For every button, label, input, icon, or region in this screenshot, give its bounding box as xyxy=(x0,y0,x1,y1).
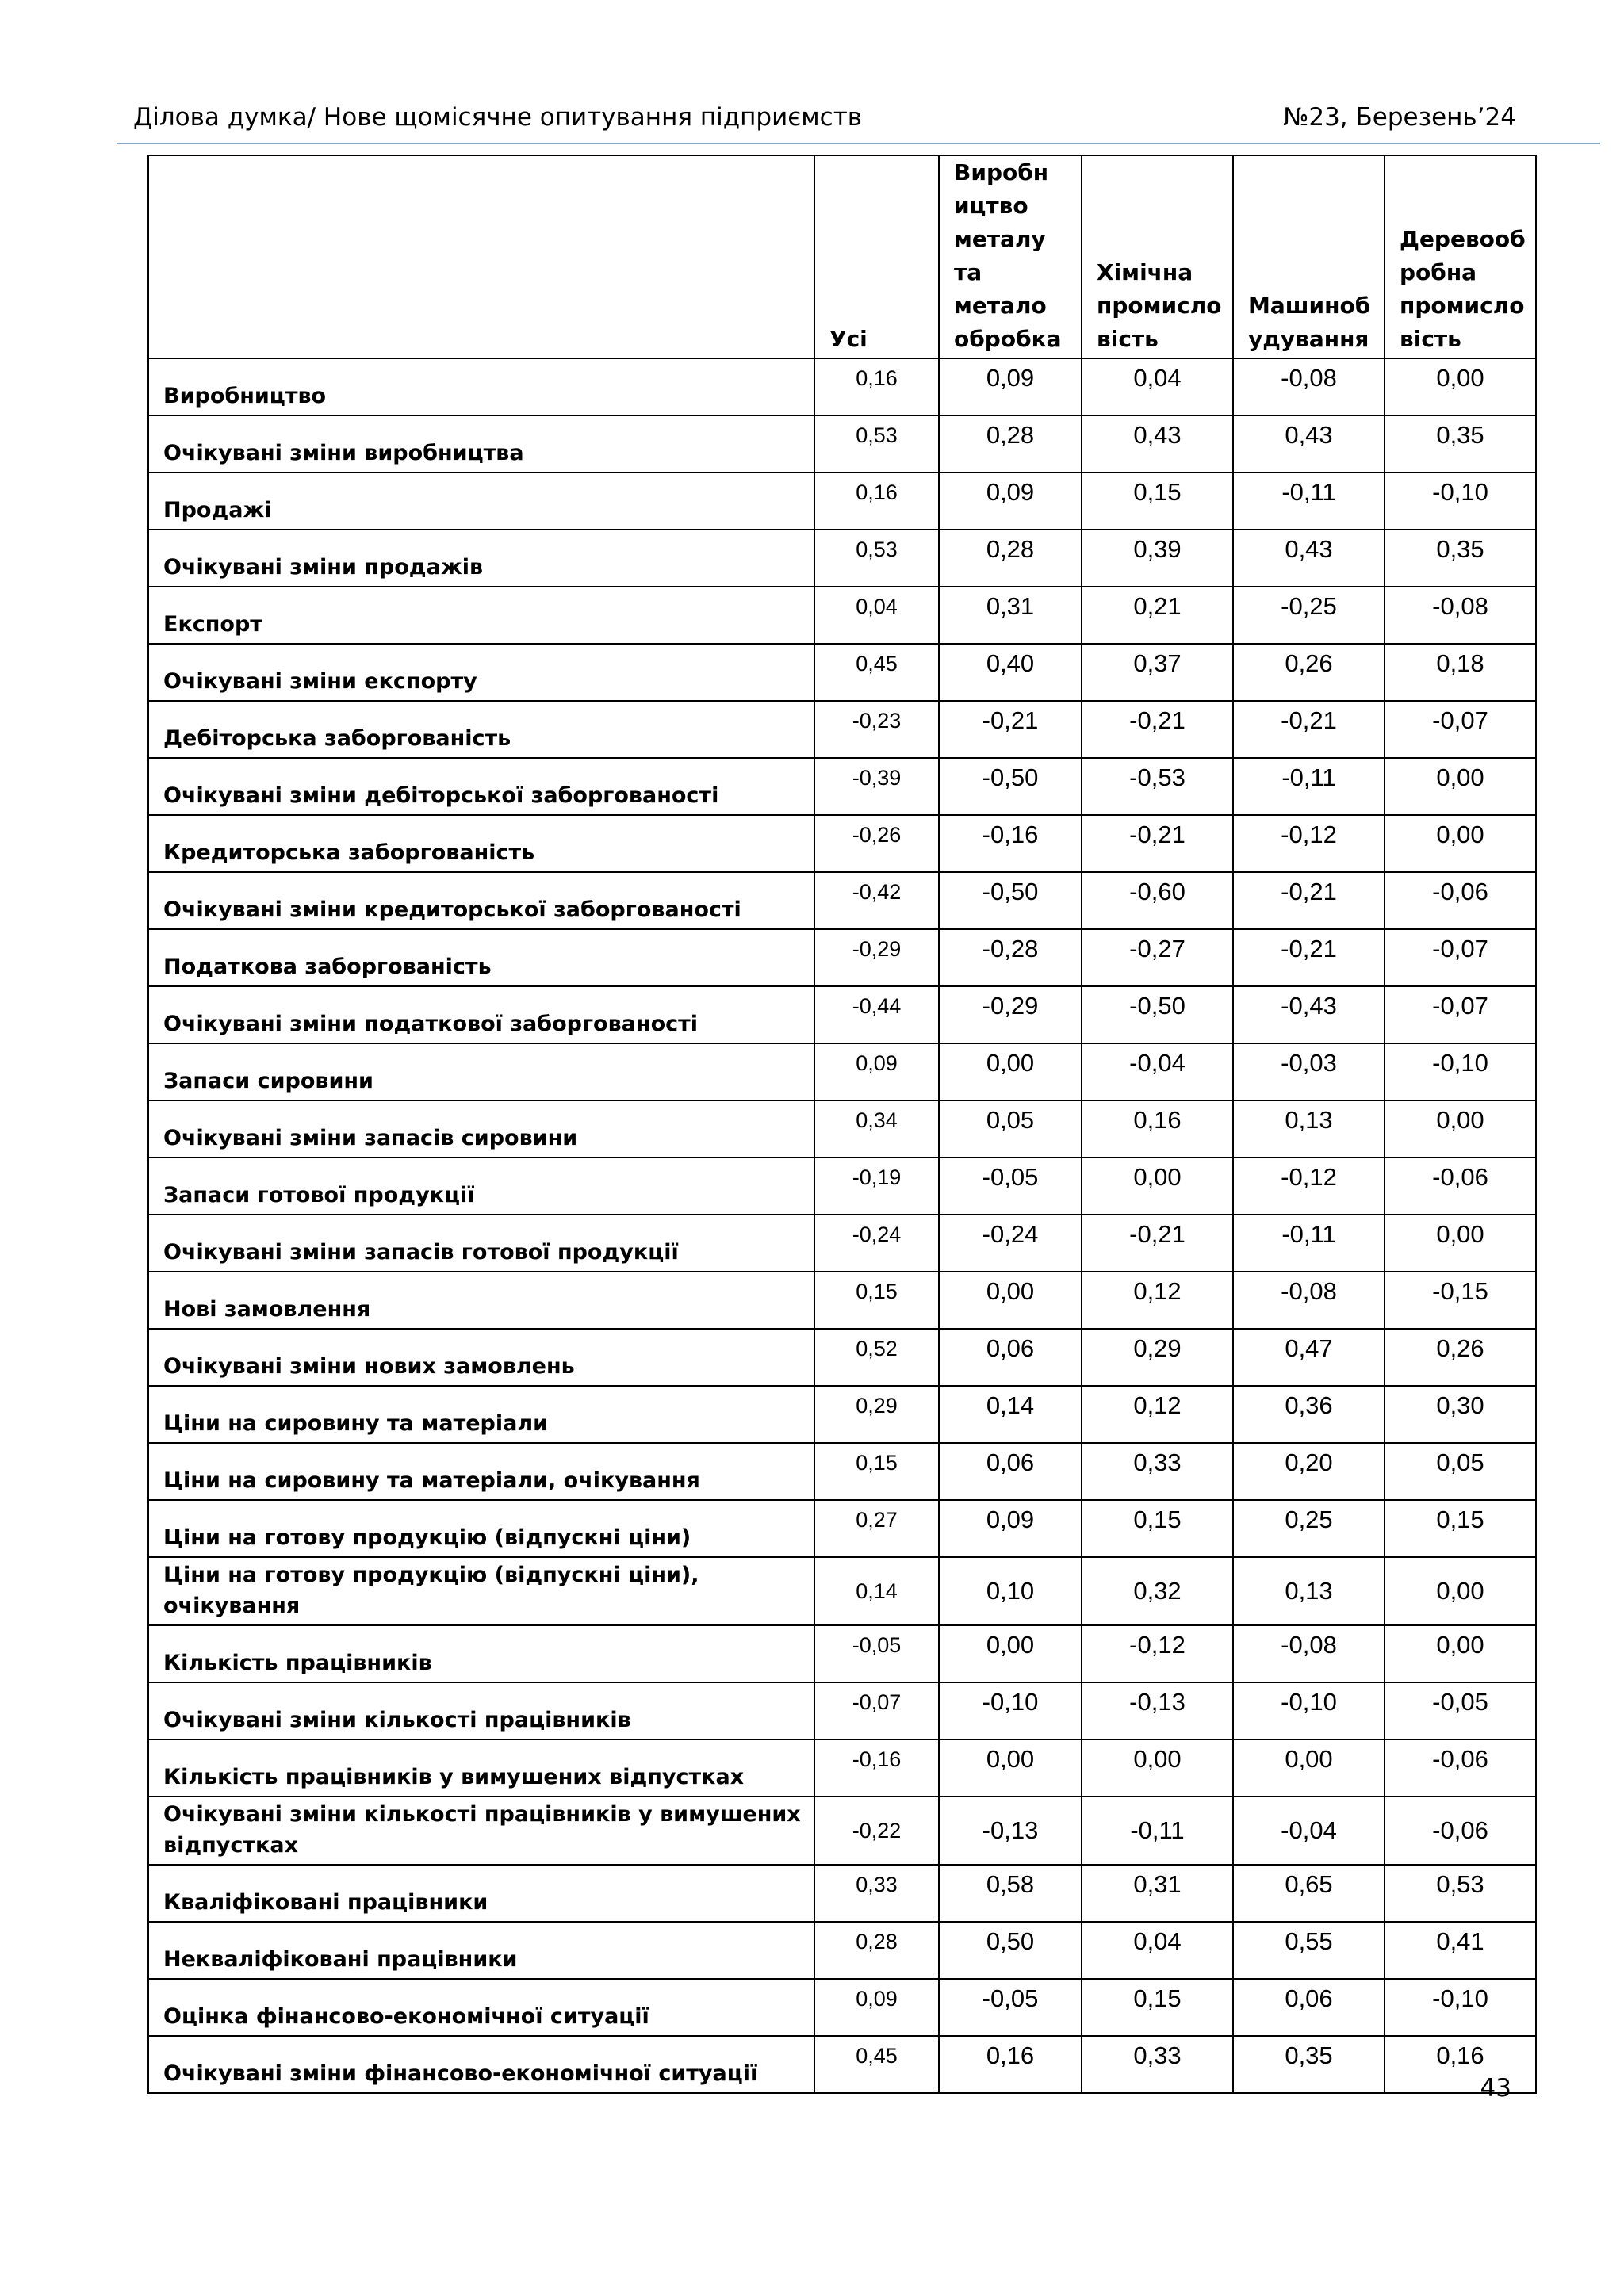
value-cell: 0,33 xyxy=(1082,2036,1233,2093)
value-cell: -0,43 xyxy=(1233,986,1385,1043)
survey-table xyxy=(147,155,1537,2094)
value-cell: 0,10 xyxy=(939,1557,1082,1625)
row-label: Виробництво xyxy=(148,358,814,415)
value-cell: -0,08 xyxy=(1233,358,1385,415)
row-label: Очікувані зміни запасів готової продукції xyxy=(148,1215,814,1272)
table-row xyxy=(148,1500,1536,1557)
row-label: Кредиторська заборгованість xyxy=(148,815,814,872)
value-cell: 0,15 xyxy=(1082,1979,1233,2036)
value-cell: -0,50 xyxy=(939,872,1082,929)
table-row xyxy=(148,1922,1536,1979)
value-cell: -0,13 xyxy=(939,1797,1082,1865)
value-cell: 0,00 xyxy=(1082,1739,1233,1797)
value-cell: -0,21 xyxy=(1233,701,1385,758)
value-cell: 0,15 xyxy=(1082,473,1233,530)
value-cell: -0,21 xyxy=(1082,815,1233,872)
column-header-metal: Виробн ицтво металу та метало обробка xyxy=(939,155,1082,358)
value-cell: 0,00 xyxy=(1385,815,1536,872)
table-row xyxy=(148,1443,1536,1500)
value-cell: -0,12 xyxy=(1233,1158,1385,1215)
value-cell: 0,06 xyxy=(939,1329,1082,1386)
value-cell: 0,15 xyxy=(814,1443,939,1500)
value-cell: -0,04 xyxy=(1082,1043,1233,1100)
value-cell: 0,04 xyxy=(814,587,939,644)
table-row xyxy=(148,1158,1536,1215)
column-header-wood: Деревооб робна промисло вість xyxy=(1385,155,1536,358)
table-row xyxy=(148,1329,1536,1386)
value-cell: 0,39 xyxy=(1082,530,1233,587)
value-cell: 0,43 xyxy=(1233,530,1385,587)
value-cell: -0,10 xyxy=(1233,1682,1385,1739)
value-cell: 0,16 xyxy=(814,473,939,530)
value-cell: 0,26 xyxy=(1385,1329,1536,1386)
value-cell: -0,19 xyxy=(814,1158,939,1215)
value-cell: 0,36 xyxy=(1233,1386,1385,1443)
value-cell: 0,00 xyxy=(939,1272,1082,1329)
table-row xyxy=(148,587,1536,644)
table-row xyxy=(148,1386,1536,1443)
value-cell: -0,16 xyxy=(939,815,1082,872)
value-cell: -0,06 xyxy=(1385,1739,1536,1797)
value-cell: -0,10 xyxy=(1385,473,1536,530)
value-cell: -0,08 xyxy=(1233,1625,1385,1682)
value-cell: 0,13 xyxy=(1233,1557,1385,1625)
value-cell: -0,22 xyxy=(814,1797,939,1865)
value-cell: -0,12 xyxy=(1233,815,1385,872)
value-cell: 0,09 xyxy=(939,1500,1082,1557)
row-label: Очікувані зміни виробництва xyxy=(148,415,814,473)
value-cell: 0,06 xyxy=(1233,1979,1385,2036)
value-cell: -0,05 xyxy=(814,1625,939,1682)
value-cell: -0,50 xyxy=(1082,986,1233,1043)
value-cell: 0,04 xyxy=(1082,1922,1233,1979)
value-cell: -0,13 xyxy=(1082,1682,1233,1739)
value-cell: -0,07 xyxy=(1385,701,1536,758)
row-label: Кількість працівників xyxy=(148,1625,814,1682)
column-header-indicator xyxy=(148,155,814,358)
value-cell: -0,08 xyxy=(1385,587,1536,644)
table-row xyxy=(148,473,1536,530)
column-header-chemical: Хімічна промисло вість xyxy=(1082,155,1233,358)
value-cell: -0,27 xyxy=(1082,929,1233,986)
value-cell: 0,21 xyxy=(1082,587,1233,644)
value-cell: -0,11 xyxy=(1233,1215,1385,1272)
table-row xyxy=(148,1797,1536,1865)
value-cell: 0,35 xyxy=(1233,2036,1385,2093)
value-cell: 0,00 xyxy=(1385,1100,1536,1158)
value-cell: 0,55 xyxy=(1233,1922,1385,1979)
value-cell: 0,00 xyxy=(1385,758,1536,815)
value-cell: -0,11 xyxy=(1233,758,1385,815)
value-cell: 0,41 xyxy=(1385,1922,1536,1979)
value-cell: -0,06 xyxy=(1385,872,1536,929)
row-label: Некваліфіковані працівники xyxy=(148,1922,814,1979)
value-cell: -0,29 xyxy=(814,929,939,986)
value-cell: 0,45 xyxy=(814,2036,939,2093)
value-cell: 0,28 xyxy=(814,1922,939,1979)
value-cell: 0,15 xyxy=(814,1272,939,1329)
table-row xyxy=(148,1557,1536,1625)
value-cell: 0,33 xyxy=(1082,1443,1233,1500)
value-cell: 0,20 xyxy=(1233,1443,1385,1500)
row-label: Запаси сировини xyxy=(148,1043,814,1100)
value-cell: -0,53 xyxy=(1082,758,1233,815)
row-label: Очікувані зміни кількості працівників у вимушених відпустках xyxy=(148,1797,814,1865)
value-cell: 0,00 xyxy=(939,1625,1082,1682)
table-row xyxy=(148,1739,1536,1797)
row-label: Оцінка фінансово-економічної ситуації xyxy=(148,1979,814,2036)
value-cell: 0,00 xyxy=(939,1739,1082,1797)
value-cell: -0,07 xyxy=(814,1682,939,1739)
row-label: Очікувані зміни дебіторської заборгованості xyxy=(148,758,814,815)
row-label: Кваліфіковані працівники xyxy=(148,1865,814,1922)
value-cell: -0,44 xyxy=(814,986,939,1043)
table-row xyxy=(148,929,1536,986)
value-cell: -0,16 xyxy=(814,1739,939,1797)
row-label: Ціни на сировину та матеріали, очікування xyxy=(148,1443,814,1500)
value-cell: 0,58 xyxy=(939,1865,1082,1922)
row-label: Очікувані зміни кредиторської заборгованості xyxy=(148,872,814,929)
value-cell: -0,28 xyxy=(939,929,1082,986)
table-row xyxy=(148,1043,1536,1100)
value-cell: 0,35 xyxy=(1385,415,1536,473)
row-label: Ціни на готову продукцію (відпускні ціни) xyxy=(148,1500,814,1557)
table-row xyxy=(148,1215,1536,1272)
table-row xyxy=(148,1272,1536,1329)
table-row xyxy=(148,2036,1536,2093)
value-cell: -0,50 xyxy=(939,758,1082,815)
table-row xyxy=(148,758,1536,815)
row-label: Ціни на сировину та матеріали xyxy=(148,1386,814,1443)
value-cell: 0,33 xyxy=(814,1865,939,1922)
value-cell: -0,24 xyxy=(814,1215,939,1272)
value-cell: -0,42 xyxy=(814,872,939,929)
row-label: Експорт xyxy=(148,587,814,644)
report-title: Ділова думка/ Нове щомісячне опитування підприємств xyxy=(133,103,863,132)
value-cell: 0,15 xyxy=(1082,1500,1233,1557)
value-cell: -0,11 xyxy=(1082,1797,1233,1865)
value-cell: -0,15 xyxy=(1385,1272,1536,1329)
value-cell: -0,04 xyxy=(1233,1797,1385,1865)
value-cell: 0,53 xyxy=(814,530,939,587)
value-cell: -0,07 xyxy=(1385,986,1536,1043)
value-cell: 0,65 xyxy=(1233,1865,1385,1922)
value-cell: 0,09 xyxy=(814,1043,939,1100)
table-row xyxy=(148,1100,1536,1158)
value-cell: -0,10 xyxy=(1385,1979,1536,2036)
value-cell: 0,16 xyxy=(1385,2036,1536,2093)
value-cell: -0,21 xyxy=(939,701,1082,758)
table-body xyxy=(148,358,1536,2093)
value-cell: -0,25 xyxy=(1233,587,1385,644)
value-cell: 0,31 xyxy=(939,587,1082,644)
value-cell: 0,05 xyxy=(939,1100,1082,1158)
value-cell: 0,52 xyxy=(814,1329,939,1386)
row-label: Дебіторська заборгованість xyxy=(148,701,814,758)
value-cell: 0,00 xyxy=(939,1043,1082,1100)
row-label: Очікувані зміни податкової заборгованості xyxy=(148,986,814,1043)
table-row xyxy=(148,986,1536,1043)
table-row xyxy=(148,358,1536,415)
value-cell: 0,12 xyxy=(1082,1272,1233,1329)
row-label: Очікувані зміни фінансово-економічної ситуації xyxy=(148,2036,814,2093)
value-cell: 0,14 xyxy=(814,1557,939,1625)
value-cell: 0,29 xyxy=(814,1386,939,1443)
value-cell: -0,06 xyxy=(1385,1158,1536,1215)
issue-label: №23, Березень’24 xyxy=(1283,103,1516,132)
table-row xyxy=(148,815,1536,872)
row-label: Запаси готової продукції xyxy=(148,1158,814,1215)
row-label: Очікувані зміни кількості працівників xyxy=(148,1682,814,1739)
value-cell: 0,43 xyxy=(1233,415,1385,473)
value-cell: -0,21 xyxy=(1233,872,1385,929)
value-cell: 0,18 xyxy=(1385,644,1536,701)
row-label: Очікувані зміни експорту xyxy=(148,644,814,701)
value-cell: 0,12 xyxy=(1082,1386,1233,1443)
value-cell: 0,37 xyxy=(1082,644,1233,701)
value-cell: -0,21 xyxy=(1082,1215,1233,1272)
value-cell: 0,00 xyxy=(1385,1215,1536,1272)
value-cell: -0,05 xyxy=(1385,1682,1536,1739)
value-cell: 0,25 xyxy=(1233,1500,1385,1557)
value-cell: 0,35 xyxy=(1385,530,1536,587)
value-cell: 0,45 xyxy=(814,644,939,701)
value-cell: 0,00 xyxy=(1385,1625,1536,1682)
value-cell: 0,04 xyxy=(1082,358,1233,415)
value-cell: -0,39 xyxy=(814,758,939,815)
value-cell: 0,28 xyxy=(939,415,1082,473)
value-cell: 0,47 xyxy=(1233,1329,1385,1386)
value-cell: 0,00 xyxy=(1385,358,1536,415)
value-cell: 0,09 xyxy=(939,473,1082,530)
value-cell: -0,29 xyxy=(939,986,1082,1043)
value-cell: -0,08 xyxy=(1233,1272,1385,1329)
table-row xyxy=(148,530,1536,587)
value-cell: -0,21 xyxy=(1233,929,1385,986)
table-row xyxy=(148,701,1536,758)
row-label: Очікувані зміни нових замовлень xyxy=(148,1329,814,1386)
table-row xyxy=(148,1682,1536,1739)
value-cell: 0,00 xyxy=(1385,1557,1536,1625)
value-cell: -0,26 xyxy=(814,815,939,872)
value-cell: 0,31 xyxy=(1082,1865,1233,1922)
row-label: Очікувані зміни запасів сировини xyxy=(148,1100,814,1158)
table-row xyxy=(148,1625,1536,1682)
value-cell: 0,28 xyxy=(939,530,1082,587)
value-cell: 0,27 xyxy=(814,1500,939,1557)
row-label: Продажі xyxy=(148,473,814,530)
value-cell: 0,00 xyxy=(1233,1739,1385,1797)
value-cell: -0,11 xyxy=(1233,473,1385,530)
table-row xyxy=(148,1865,1536,1922)
value-cell: 0,53 xyxy=(1385,1865,1536,1922)
value-cell: -0,06 xyxy=(1385,1797,1536,1865)
table-row xyxy=(148,415,1536,473)
header-rule xyxy=(117,143,1600,144)
value-cell: 0,05 xyxy=(1385,1443,1536,1500)
column-header-all: Усі xyxy=(814,155,939,358)
value-cell: -0,05 xyxy=(939,1158,1082,1215)
value-cell: 0,09 xyxy=(939,358,1082,415)
value-cell: 0,30 xyxy=(1385,1386,1536,1443)
value-cell: 0,50 xyxy=(939,1922,1082,1979)
value-cell: -0,05 xyxy=(939,1979,1082,2036)
value-cell: 0,09 xyxy=(814,1979,939,2036)
value-cell: -0,24 xyxy=(939,1215,1082,1272)
value-cell: -0,23 xyxy=(814,701,939,758)
value-cell: -0,07 xyxy=(1385,929,1536,986)
page-number: 43 xyxy=(1480,2074,1511,2103)
value-cell: -0,60 xyxy=(1082,872,1233,929)
value-cell: 0,32 xyxy=(1082,1557,1233,1625)
table-header-row xyxy=(148,155,1536,358)
row-label: Очікувані зміни продажів xyxy=(148,530,814,587)
value-cell: 0,06 xyxy=(939,1443,1082,1500)
value-cell: 0,40 xyxy=(939,644,1082,701)
table-row xyxy=(148,1979,1536,2036)
table-row xyxy=(148,644,1536,701)
table-row xyxy=(148,872,1536,929)
value-cell: 0,15 xyxy=(1385,1500,1536,1557)
value-cell: 0,14 xyxy=(939,1386,1082,1443)
row-label: Податкова заборгованість xyxy=(148,929,814,986)
row-label: Кількість працівників у вимушених відпустках xyxy=(148,1739,814,1797)
value-cell: 0,26 xyxy=(1233,644,1385,701)
value-cell: -0,03 xyxy=(1233,1043,1385,1100)
column-header-machinery: Машиноб удування xyxy=(1233,155,1385,358)
value-cell: 0,13 xyxy=(1233,1100,1385,1158)
value-cell: 0,43 xyxy=(1082,415,1233,473)
value-cell: -0,10 xyxy=(1385,1043,1536,1100)
value-cell: -0,10 xyxy=(939,1682,1082,1739)
row-label: Нові замовлення xyxy=(148,1272,814,1329)
value-cell: -0,21 xyxy=(1082,701,1233,758)
value-cell: 0,34 xyxy=(814,1100,939,1158)
value-cell: 0,53 xyxy=(814,415,939,473)
row-label: Ціни на готову продукцію (відпускні ціни), очікування xyxy=(148,1557,814,1625)
value-cell: 0,16 xyxy=(814,358,939,415)
value-cell: 0,16 xyxy=(1082,1100,1233,1158)
value-cell: 0,00 xyxy=(1082,1158,1233,1215)
value-cell: 0,29 xyxy=(1082,1329,1233,1386)
value-cell: -0,12 xyxy=(1082,1625,1233,1682)
value-cell: 0,16 xyxy=(939,2036,1082,2093)
